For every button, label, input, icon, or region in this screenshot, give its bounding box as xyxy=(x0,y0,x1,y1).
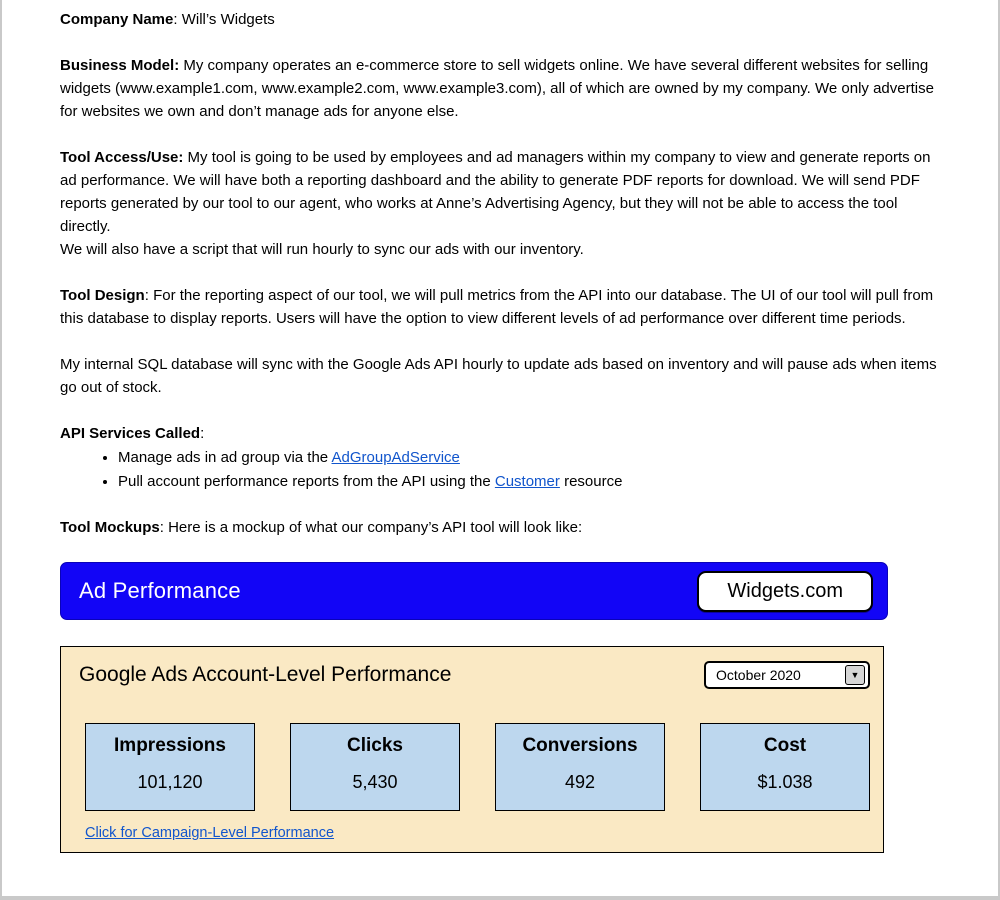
tool-design-label: Tool Design xyxy=(60,287,145,304)
month-dropdown[interactable] xyxy=(704,661,870,689)
business-model-text: My company operates an e-commerce store to sell widgets online. We have several different websites for selling widgets (www.example1.com, www.example2.com, www.example3.com), all of which are owned by my company. We only advertise for websites we own and don’t manage ads for anyone else. xyxy=(60,57,934,120)
widgets-domain-button[interactable]: Widgets.com xyxy=(697,571,873,612)
campaign-level-link[interactable]: Click for Campaign-Level Performance xyxy=(85,825,335,841)
list-item xyxy=(118,446,940,470)
api-services-colon: : xyxy=(200,425,205,442)
metric-card-cost xyxy=(700,723,870,811)
metric-label: Impressions xyxy=(114,735,226,756)
business-model-paragraph xyxy=(60,54,940,123)
metric-value: 5,430 xyxy=(352,772,398,792)
bullet-2-text: Pull account performance reports from the API using the xyxy=(118,472,495,490)
metric-card-impressions xyxy=(85,723,255,811)
month-dropdown-value: October 2020 xyxy=(716,667,801,683)
api-services-list xyxy=(60,446,940,493)
mockup-app-title: Ad Performance xyxy=(79,578,241,603)
api-services-label: API Services Called xyxy=(60,425,201,442)
sql-sync-paragraph xyxy=(60,353,940,399)
metric-card-conversions xyxy=(495,723,665,811)
tool-access-paragraph xyxy=(60,146,940,261)
metric-cards-row xyxy=(79,723,870,811)
metric-label: Conversions xyxy=(522,735,638,756)
customer-resource-link[interactable]: Customer xyxy=(494,472,560,490)
metric-value: 492 xyxy=(564,772,596,792)
document-page xyxy=(2,0,998,896)
bullet-2-post: resource xyxy=(559,472,623,490)
company-name-line xyxy=(60,8,940,31)
tool-access-text-line2: We will also have a script that will run hourly to sync our ads with our inventory. xyxy=(60,241,584,258)
panel-title-row xyxy=(79,661,870,689)
business-model-label: Business Model: xyxy=(60,57,180,74)
tool-design-paragraph xyxy=(60,284,940,330)
tool-mockups-text: : Here is a mockup of what our company’s API tool will look like: xyxy=(159,519,583,536)
list-item xyxy=(118,470,940,494)
tool-mockups-paragraph xyxy=(60,516,940,539)
tool-design-text: : For the reporting aspect of our tool, we will pull metrics from the API into our database. The UI of our tool will pull from this database to display reports. Users will have the option to view different levels of ad performance over different time periods. xyxy=(60,287,934,327)
bullet-1-text: Manage ads in ad group via the xyxy=(118,449,332,466)
tool-mockups-label: Tool Mockups xyxy=(60,519,160,536)
dropdown-arrow-icon[interactable]: ▼ xyxy=(845,665,865,685)
adgroupadservice-link[interactable]: AdGroupAdService xyxy=(331,449,460,466)
tool-access-text: My tool is going to be used by employees and ad managers within my company to view and generate reports on ad performance. We will have both a reporting dashboard and the ability to generate PDF reports for download. We will send PDF reports generated by our tool to our agent, who works at Anne’s Advertising Agency, but they will not be able to access the tool directly. xyxy=(60,149,931,235)
metric-value: 101,120 xyxy=(137,772,203,792)
panel-title: Google Ads Account-Level Performance xyxy=(79,663,452,686)
metric-card-clicks xyxy=(290,723,460,811)
sql-sync-text: My internal SQL database will sync with the Google Ads API hourly to update ads based on inventory and will pause ads when items go out of stock. xyxy=(60,356,937,396)
performance-panel xyxy=(60,646,884,853)
company-name-value: : Will’s Widgets xyxy=(173,11,275,28)
tool-access-label: Tool Access/Use: xyxy=(60,149,184,166)
metric-label: Cost xyxy=(763,735,807,756)
metric-label: Clicks xyxy=(347,735,403,756)
metric-value: $1.038 xyxy=(757,772,813,792)
api-services-heading xyxy=(60,422,940,445)
company-name-label: Company Name xyxy=(60,11,174,28)
mockup-header-bar xyxy=(60,562,888,620)
